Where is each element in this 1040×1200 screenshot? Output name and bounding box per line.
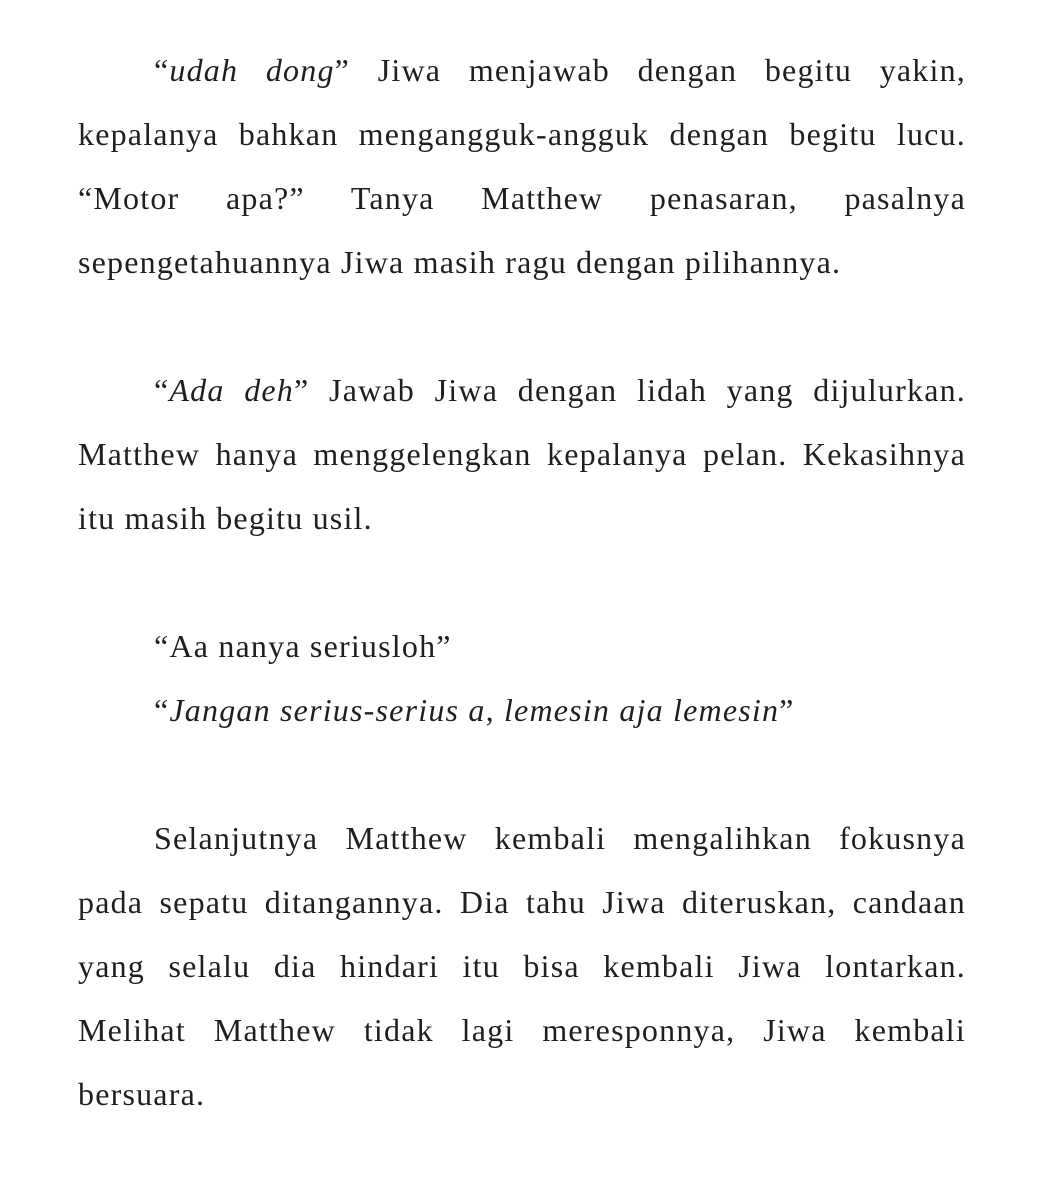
text-segment: Selanjutnya Matthew kembali mengalihkan fokusnya pada sepatu ditangannya. Dia tahu Jiwa diteruskan, candaan yang selalu dia hindari itu bisa kembali Jiwa lontarkan. Melihat Matthew tidak lagi meresponnya, Jiwa kembali bersuara. bbox=[78, 820, 966, 1112]
document-page bbox=[78, 38, 966, 1126]
text-segment: “ bbox=[154, 692, 170, 728]
paragraph-1 bbox=[78, 38, 966, 294]
text-segment: ” Jiwa menjawab dengan begitu yakin, kepalanya bahkan mengangguk-angguk dengan begitu lucu. “Motor apa?” Tanya Matthew penasaran, pasalnya sepengetahuannya Jiwa masih ragu dengan pilihannya. bbox=[78, 52, 966, 280]
dialogue-line-2 bbox=[78, 678, 966, 742]
paragraph-gap bbox=[78, 742, 966, 806]
paragraph-2 bbox=[78, 358, 966, 550]
italic-segment: Jangan serius-serius a, lemesin aja lemesin bbox=[169, 692, 780, 728]
paragraph-gap bbox=[78, 550, 966, 614]
text-segment: “ bbox=[154, 372, 170, 408]
paragraph-gap bbox=[78, 294, 966, 358]
paragraph-3-dialogue bbox=[78, 614, 966, 742]
text-segment: “Aa nanya seriusloh” bbox=[154, 628, 452, 664]
italic-segment: udah dong bbox=[169, 52, 335, 88]
italic-segment: Ada deh bbox=[169, 372, 294, 408]
text-segment: ” Jawab Jiwa dengan lidah yang dijulurkan. Matthew hanya menggelengkan kepalanya pelan. Kekasihnya itu masih begitu usil. bbox=[78, 372, 966, 536]
dialogue-line-1 bbox=[78, 614, 966, 678]
text-segment: “ bbox=[154, 52, 170, 88]
text-segment: ” bbox=[779, 692, 795, 728]
paragraph-4 bbox=[78, 806, 966, 1126]
